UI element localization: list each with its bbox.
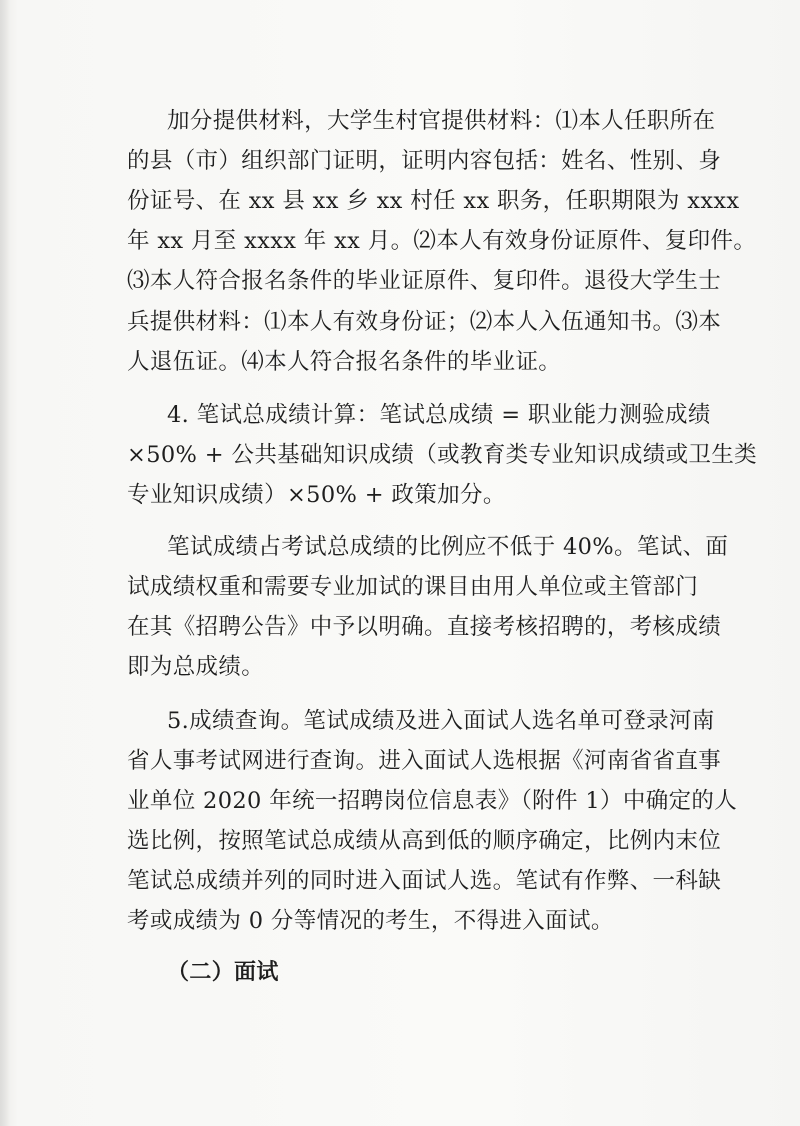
paragraph-query-line-6: 考或成绩为 0 分等情况的考生，不得进入面试。 — [127, 908, 614, 934]
paragraph-materials-line-7: 人退伍证。⑷本人符合报名条件的毕业证。 — [127, 349, 562, 375]
paragraph-total-score-line-1: 4. 笔试总成绩计算：笔试总成绩 = 职业能力测验成绩 — [167, 402, 711, 428]
paragraph-query-line-4: 选比例，按照笔试总成绩从高到低的顺序确定，比例内末位 — [127, 828, 722, 854]
paragraph-materials-line-5: ⑶本人符合报名条件的毕业证原件、复印件。退役大学生士 — [127, 268, 722, 294]
paragraph-query-line-1: 5.成绩查询。笔试成绩及进入面试人选名单可登录河南 — [167, 708, 715, 734]
paragraph-materials-line-3: 份证号、在 xx 县 xx 乡 xx 村任 xx 职务，任职期限为 xxxx — [127, 188, 740, 214]
section-heading-interview: （二）面试 — [167, 960, 279, 985]
paragraph-total-score-line-3: 专业知识成绩）×50% + 政策加分。 — [127, 482, 506, 508]
paragraph-materials-line-6: 兵提供材料：⑴本人有效身份证；⑵本人入伍通知书。⑶本 — [127, 309, 722, 335]
paragraph-total-score-line-2: ×50% + 公共基础知识成绩（或教育类专业知识成绩或卫生类 — [127, 442, 758, 468]
paragraph-ratio-line-2: 试成绩权重和需要专业加试的课目由用人单位或主管部门 — [127, 574, 699, 600]
paragraph-materials-line-1: 加分提供材料，大学生村官提供材料：⑴本人任职所在 — [167, 108, 716, 134]
paragraph-query-line-5: 笔试总成绩并列的同时进入面试人选。笔试有作弊、一科缺 — [127, 868, 722, 894]
scan-edge-shadow — [0, 0, 10, 1126]
paragraph-materials-line-4: 年 xx 月至 xxxx 年 xx 月。⑵本人有效身份证原件、复印件。 — [127, 228, 757, 254]
paragraph-materials-line-2: 的县（市）组织部门证明，证明内容包括：姓名、性别、身 — [127, 148, 722, 174]
paragraph-query-line-3: 业单位 2020 年统一招聘岗位信息表》（附件 1）中确定的人 — [127, 788, 738, 814]
paragraph-ratio-line-3: 在其《招聘公告》中予以明确。直接考核招聘的，考核成绩 — [127, 614, 722, 640]
paragraph-ratio-line-1: 笔试成绩占考试总成绩的比例应不低于 40%。笔试、面 — [167, 534, 729, 560]
paragraph-query-line-2: 省人事考试网进行查询。进入面试人选根据《河南省省直事 — [127, 748, 722, 774]
paragraph-ratio-line-4: 即为总成绩。 — [127, 654, 265, 680]
